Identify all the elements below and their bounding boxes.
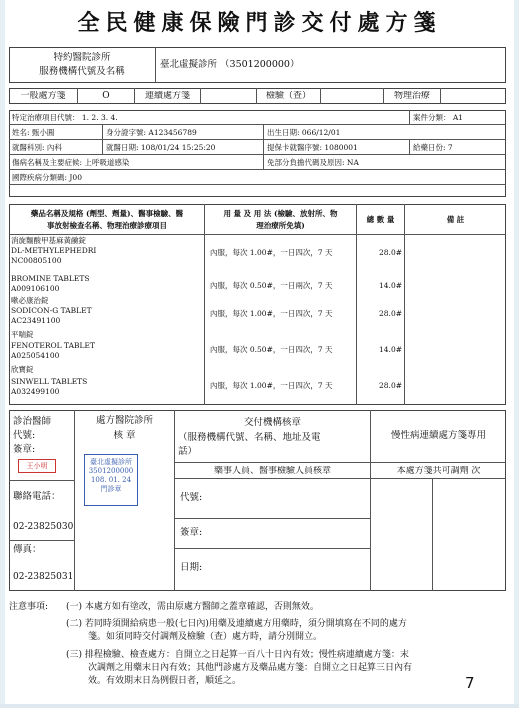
col-header-usage-line2: 理治療所免填) [256,221,305,230]
divider [200,88,201,104]
divider [174,478,506,479]
seal-line: 108. 01. 24 [90,476,132,484]
divider [102,139,103,154]
pharmacy-seal-subtitle-2: 話） [178,446,198,457]
visit-date: 就醫日期: 108/01/24 15:25:20 [106,143,216,152]
med-code: A009106100 [11,284,60,293]
clinic-seal-subtitle: 核 章 [113,430,136,441]
divider [9,124,506,125]
med-name-en: SINWELL TABLETS [11,377,88,386]
divider [102,124,103,139]
general-rx-checkmark: O [102,91,110,101]
divider [263,139,264,154]
divider [9,480,74,481]
med-code: AC23491100 [11,316,61,325]
clinic-label-line2: 服務機構代號及名稱 [39,66,125,77]
divider [9,154,506,155]
left-margin-band [0,0,5,708]
note-3-line1: (三) 排程檢驗、檢查處方：自開立之日起算一百八十日內有效；慢性病連續處方箋：末 [66,650,409,660]
doctor-code-label: 代號: [13,430,36,441]
med-usage: 內服，每次 0.50#，一日兩次，7 天 [210,281,333,290]
divider [9,540,74,541]
chronic-rx-title: 慢性病連續處方箋專用 [390,430,486,441]
exam-label: 檢驗（查） [265,91,311,101]
seal-line: 3501200000 [88,467,134,475]
col-header-name-line1: 藥品名稱及規格 (劑型、劑量)、醫事檢驗、醫 [30,209,184,218]
doctor-label: 診治醫師 [13,416,52,427]
form-title: 全民健康保險門診交付處方箋 [77,10,442,36]
col-header-total: 總 數 量 [366,215,395,224]
divider [432,478,433,591]
divider [263,154,264,169]
med-quantity: 28.0# [379,248,402,257]
seal-line: 門診章 [100,485,122,493]
med-usage: 內服，每次 1.00#，一日四次，7 天 [210,248,333,257]
patient-name: 姓名: 甄小圓 [12,128,55,137]
med-code: A025054100 [11,351,60,360]
col-header-usage-line1: 用 量 及 用 法 (檢驗、放射所、物 [223,209,338,218]
fax-label: 傳真： [13,544,42,555]
special-treatment-items: 特定治療項目代號： 1. 2. 3. 4. [12,113,118,122]
divider [404,204,405,405]
pharmacy-seal-title: 交付機構核章 [243,417,301,428]
med-quantity: 28.0# [379,309,402,318]
med-usage: 內服，每次 0.50#，一日四次，7 天 [210,345,333,354]
doctor-sign-label: 簽章: [13,444,36,455]
pharmacy-seal-subtitle-1: （服務機構代號、名稱、地址及電 [178,432,321,443]
divider [9,234,506,235]
pharmacist-sign-label: 簽章: [180,527,203,538]
physio-label: 物理治療 [393,91,430,101]
pharmacist-code-label: 代號: [180,492,203,503]
card-sequence-number: 提保卡就醫序號: 1080001 [267,143,358,152]
divider [174,410,175,591]
right-margin-band [514,0,519,708]
clinic-name-value: 臺北虛擬診所 （3501200000） [160,59,300,70]
dispense-days: 給藥日份: 7 [413,143,453,152]
med-code: A032499100 [11,387,60,396]
divider [204,204,205,405]
med-usage: 內服，每次 1.00#，一日四次，7 天 [210,309,333,318]
notes-label: 注意事項: [9,602,49,612]
med-name-en: FENOTEROL TABLET [11,341,96,350]
med-name-zh: 嗽必康治錠 [11,296,49,305]
patient-id-number: 身分證字號: A123456789 [106,128,197,137]
diagnosis: 傷病名稱及主要症候: 上呼吸道感染 [12,158,130,167]
note-2-line2: 箋。如須同時交付調劑及檢驗（查）處方時，請分別開立。 [88,632,323,642]
icd-code: 國際疾病分類碼: J00 [12,173,82,182]
divider [9,184,506,185]
med-name-zh: 平喘錠 [11,330,34,339]
divider [320,88,321,104]
med-quantity: 28.0# [379,381,402,390]
note-3-line2: 次調劑之用藥末日內有效；其他門診處方及藥品處方箋：自開立之日起算三日內有 [88,663,413,673]
continuous-rx-label: 連續處方箋 [144,91,190,101]
divider [9,169,506,170]
note-1: (一) 本處方如有塗改，需由原處方醫師之蓋章確認，否則無效。 [66,602,319,612]
divider [155,47,156,83]
med-code: NC00805100 [11,256,62,265]
med-name-en: BROMINE TABLETS [11,274,90,283]
page-number: 7 [465,674,475,692]
divider [263,124,264,139]
med-quantity: 14.0# [379,345,402,354]
patient-birth-date: 出生日期: 066/12/01 [267,128,341,137]
contact-phone-label: 聯絡電話： [13,491,61,502]
note-2-line1: (二) 若同時須開給病患一般(七日內)用藥及連續處方用藥時，須分開填寫在不同的處方 [66,619,407,629]
copay-exemption: 免部分負擔代碼及原因: NA [267,158,359,167]
med-name-en: SODICON-G TABLET [11,306,92,315]
divider [440,88,441,104]
col-header-name-line2: 事放射檢查名稱、物理治療診療項目 [47,221,167,230]
doctor-stamp: 王小明 [18,459,56,473]
staff-seal-label: 藥事人員、醫事檢驗人員核章 [213,466,331,476]
fax-number: 02-23825031 [13,572,73,582]
divider [174,462,506,463]
seal-line: 臺北虛擬診所 [90,458,132,466]
phone-number: 02-23825030 [13,522,73,532]
case-category: 案件分類： A1 [413,113,464,122]
divider [9,139,506,140]
med-usage: 內服，每次 1.00#，一日四次，7 天 [210,381,333,390]
divider [174,518,370,519]
med-name-en: DL-METHYLEPHEDRI [11,246,97,255]
divider [409,110,410,124]
clinic-seal-title: 處方醫院診所 [95,415,153,426]
note-3-line3: 效。有效期末日為例假日者，順延之。 [88,676,242,686]
divider [174,548,370,549]
divider [409,139,410,154]
refill-count-note: 本處方箋共可調劑 次 [396,466,481,476]
divider [356,204,357,405]
med-quantity: 14.0# [379,281,402,290]
general-rx-label: 一般處方箋 [20,91,66,101]
bottom-margin-band [0,704,519,708]
clinic-seal-stamp [84,454,138,506]
dispense-date-label: 日期: [180,562,203,573]
col-header-note: 備 註 [446,215,465,224]
med-name-zh: 消旋麵酸甲基麻黃鹼錠 [11,236,86,245]
med-name-zh: 欣寶錠 [11,365,34,374]
department: 就醫科別: 內科 [12,143,62,152]
clinic-label-line1: 特約醫院診所 [53,52,111,63]
